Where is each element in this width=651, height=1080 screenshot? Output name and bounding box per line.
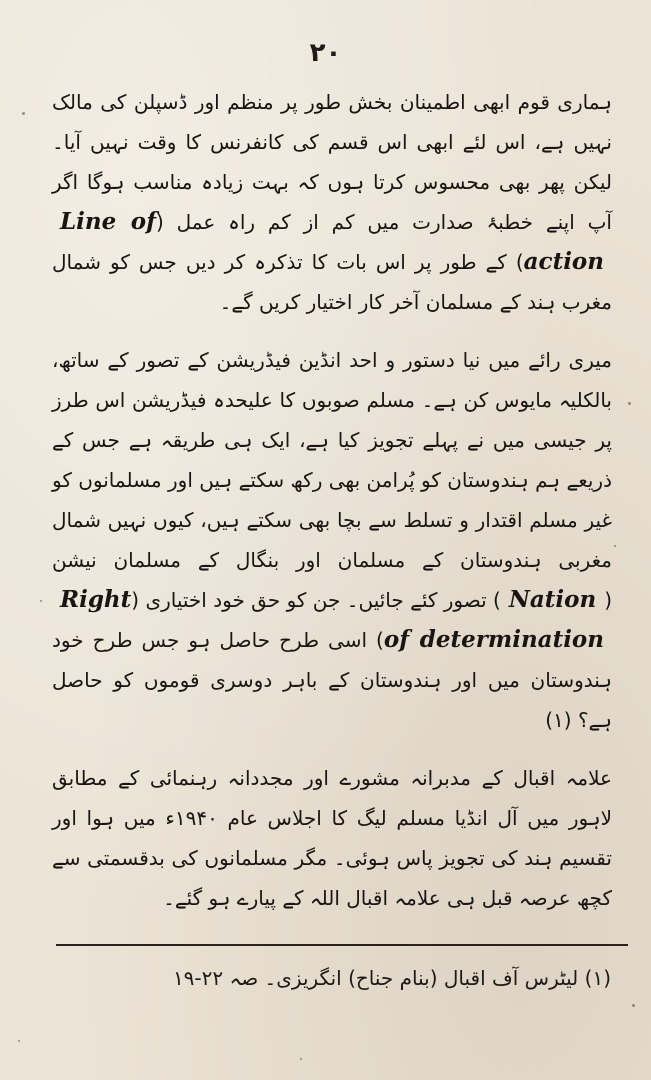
english-term-nation: Nation (508, 586, 597, 613)
paragraph-3 (52, 758, 612, 918)
paragraph-2-text-b: ) تصور کئے جائیں۔ جن کو حق خود اختیاری ( (131, 588, 501, 612)
paragraph-2-text-a: میری رائے میں نیا دستور و احد انڈین فیڈریشن کے تصور کے ساتھ، بالکلیہ مایوس کن ہے۔ مسلم صوبوں کا علیحدہ فیڈریشن اس طرز پر جیسی میں نے پہلے تجویز کیا ہے، ایک ہی طریقہ ہے جس کے ذریعے ہم ہندوستان کو پُرامن بھی رکھ سکتے ہیں اور مسلمانوں کو غیر مسلم اقتدار و تسلط سے بچا بھی سکتے ہیں، کیوں نہیں شمال مغربی ہندوستان کے مسلمان اور بنگال کے مسلمان نیشن ( (52, 348, 612, 612)
english-term-line-of-action: Line of action (60, 208, 604, 275)
footnote-divider (56, 944, 628, 946)
main-text-body (52, 82, 612, 936)
page-number: ۲۰ (309, 38, 342, 68)
footnote: (۱) لیٹرس آف اقبال (بنام جناح) انگریزی۔ صہ ۲۲-۱۹ (172, 966, 611, 990)
paragraph-1-text-b: ) کے طور پر اس بات کا تذکرہ کر دیں جس کو شمال مغرب ہند کے مسلمان آخر کار اختیار کریں گے۔ (52, 250, 612, 314)
paragraph-2 (52, 340, 612, 740)
paragraph-1 (52, 82, 612, 322)
paragraph-1-text-a: ہماری قوم ابھی اطمینان بخش طور پر منظم اور ڈسپلن کی مالک نہیں ہے، اس لئے ابھی اس قسم کی کانفرنس کا وقت نہیں آیا۔ لیکن پھر بھی محسوس کرتا ہوں کہ بہت زیادہ مناسب ہوگا اگر آپ اپنے خطبۂ صدارت میں کم از کم راہ عمل ( (52, 90, 612, 234)
paragraph-3-text-a: علامہ اقبال کے مدبرانہ مشورے اور مجددانہ رہنمائی کے مطابق لاہور میں آل انڈیا مسلم لیگ کا اجلاس عام ۱۹۴۰ء میں ہوا اور تقسیم ہند کی تجویز پاس ہوئی۔ مگر مسلمانوں کی بدقسمتی سے کچھ عرصہ قبل ہی علامہ اقبال اللہ کے پیارے ہو گئے۔ (52, 766, 613, 910)
paragraph-2-text-c: ) اسی طرح حاصل ہو جس طرح خود ہندوستان میں اور ہندوستان کے باہر دوسری قوموں کو حاصل ہے؟ (۱) (52, 628, 612, 732)
english-term-right-of-determination: Right of determination (60, 586, 604, 653)
